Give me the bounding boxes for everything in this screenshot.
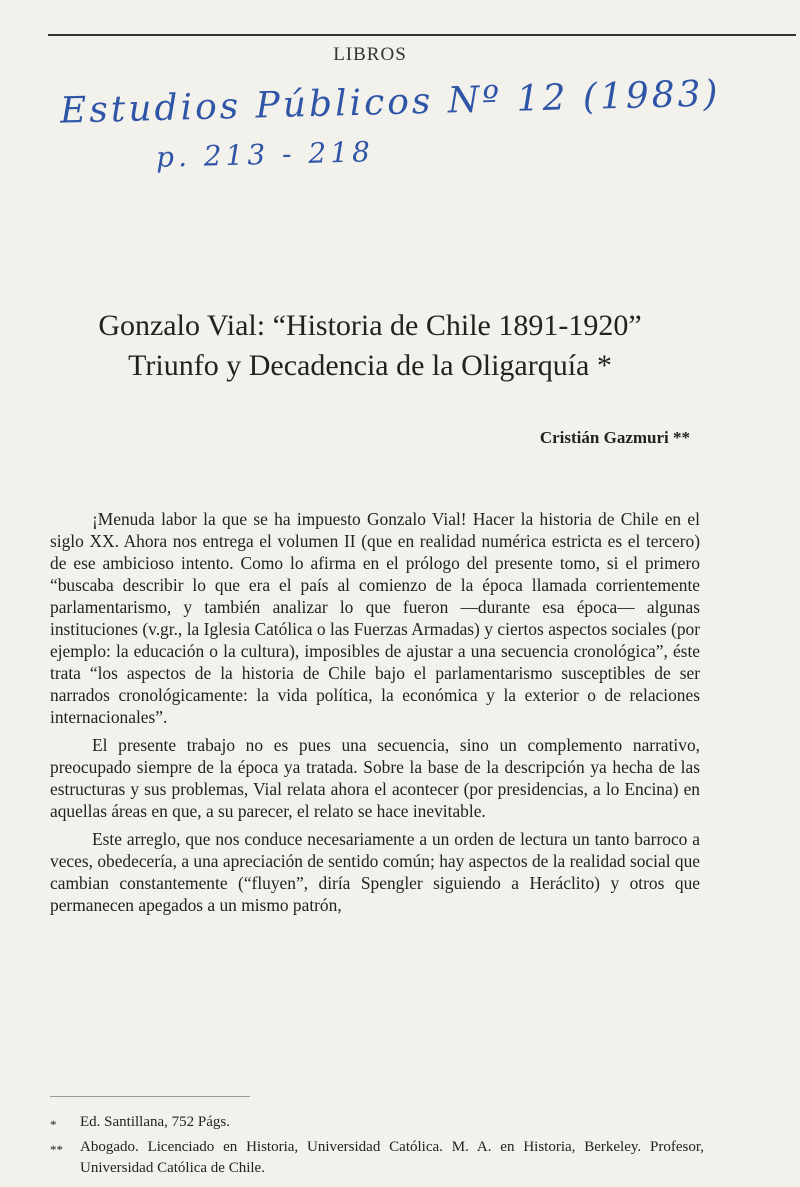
paragraph: ¡Menuda labor la que se ha impuesto Gonzalo Vial! Hacer la historia de Chile en el siglo XX. Ahora nos entrega el volumen II (que en realidad numérica estricta es el tercero) de ese ambicioso intento. Como lo afirma en el prólogo del presente tomo, si el primero “buscaba describir lo que era el país al comienzo de la época llamada corrientemente parlamentarismo, y también analizar lo que fueron —durante esa época— algunas instituciones (v.gr., la Iglesia Católica o las Fuerzas Armadas) y ciertos aspectos sociales (por ejemplo: la educación o la cultura), imposibles de ajustar a una secuencia cronológica”, éste trata “los aspectos de la historia de Chile bajo el parlamentarismo susceptibles de ser narrados cronológicamente: la vida política, la económica y la exterior o de relaciones internacionales”. bbox=[50, 509, 700, 727]
review-body bbox=[50, 508, 700, 922]
title-line-2: Triunfo y Decadencia de la Oligarquía * bbox=[128, 349, 612, 382]
footnote-mark: * bbox=[50, 1117, 57, 1132]
section-header: LIBROS bbox=[333, 44, 407, 65]
paragraph: El presente trabajo no es pues una secuencia, sino un complemento narrativo, preocupado siempre de la época ya tratada. Sobre la base de la descripción ya hecha de las estructuras y sus problemas, Vial relata ahora el acontecer (por presidencias, a lo Encina) en aquellas áreas en que, a su parecer, el relato se hace inevitable. bbox=[50, 735, 700, 821]
author-name: Cristián Gazmuri ** bbox=[539, 428, 690, 447]
footnote-text: Ed. Santillana, 752 Págs. bbox=[80, 1114, 230, 1130]
header-rule bbox=[48, 34, 796, 36]
paragraph: Este arreglo, que nos conduce necesariamente a un orden de lectura un tanto barroco a veces, obedecería, a una apreciación de sentido común; hay aspectos de la realidad social que cambian constantemente (“fluyen”, diría Spengler siguiendo a Heráclito) y otros que permanecen apegados a un mismo patrón, bbox=[50, 829, 700, 915]
footnote bbox=[50, 1137, 704, 1179]
title-line-1: Gonzalo Vial: “Historia de Chile 1891-1920” bbox=[98, 309, 642, 342]
handwritten-pages: p. 213 - 218 bbox=[155, 135, 375, 174]
review-title bbox=[0, 306, 740, 386]
footnote-mark: ** bbox=[50, 1142, 63, 1157]
footnote bbox=[50, 1112, 704, 1135]
footnote-text: Abogado. Licenciado en Historia, Universidad Católica. M. A. en Historia, Berkeley. Profesor, Universidad Católica de Chile. bbox=[80, 1139, 704, 1176]
footnotes bbox=[50, 1112, 704, 1181]
footnote-divider bbox=[50, 1096, 250, 1097]
handwritten-citation: Estudios Públicos Nº 12 (1983) bbox=[59, 73, 722, 132]
